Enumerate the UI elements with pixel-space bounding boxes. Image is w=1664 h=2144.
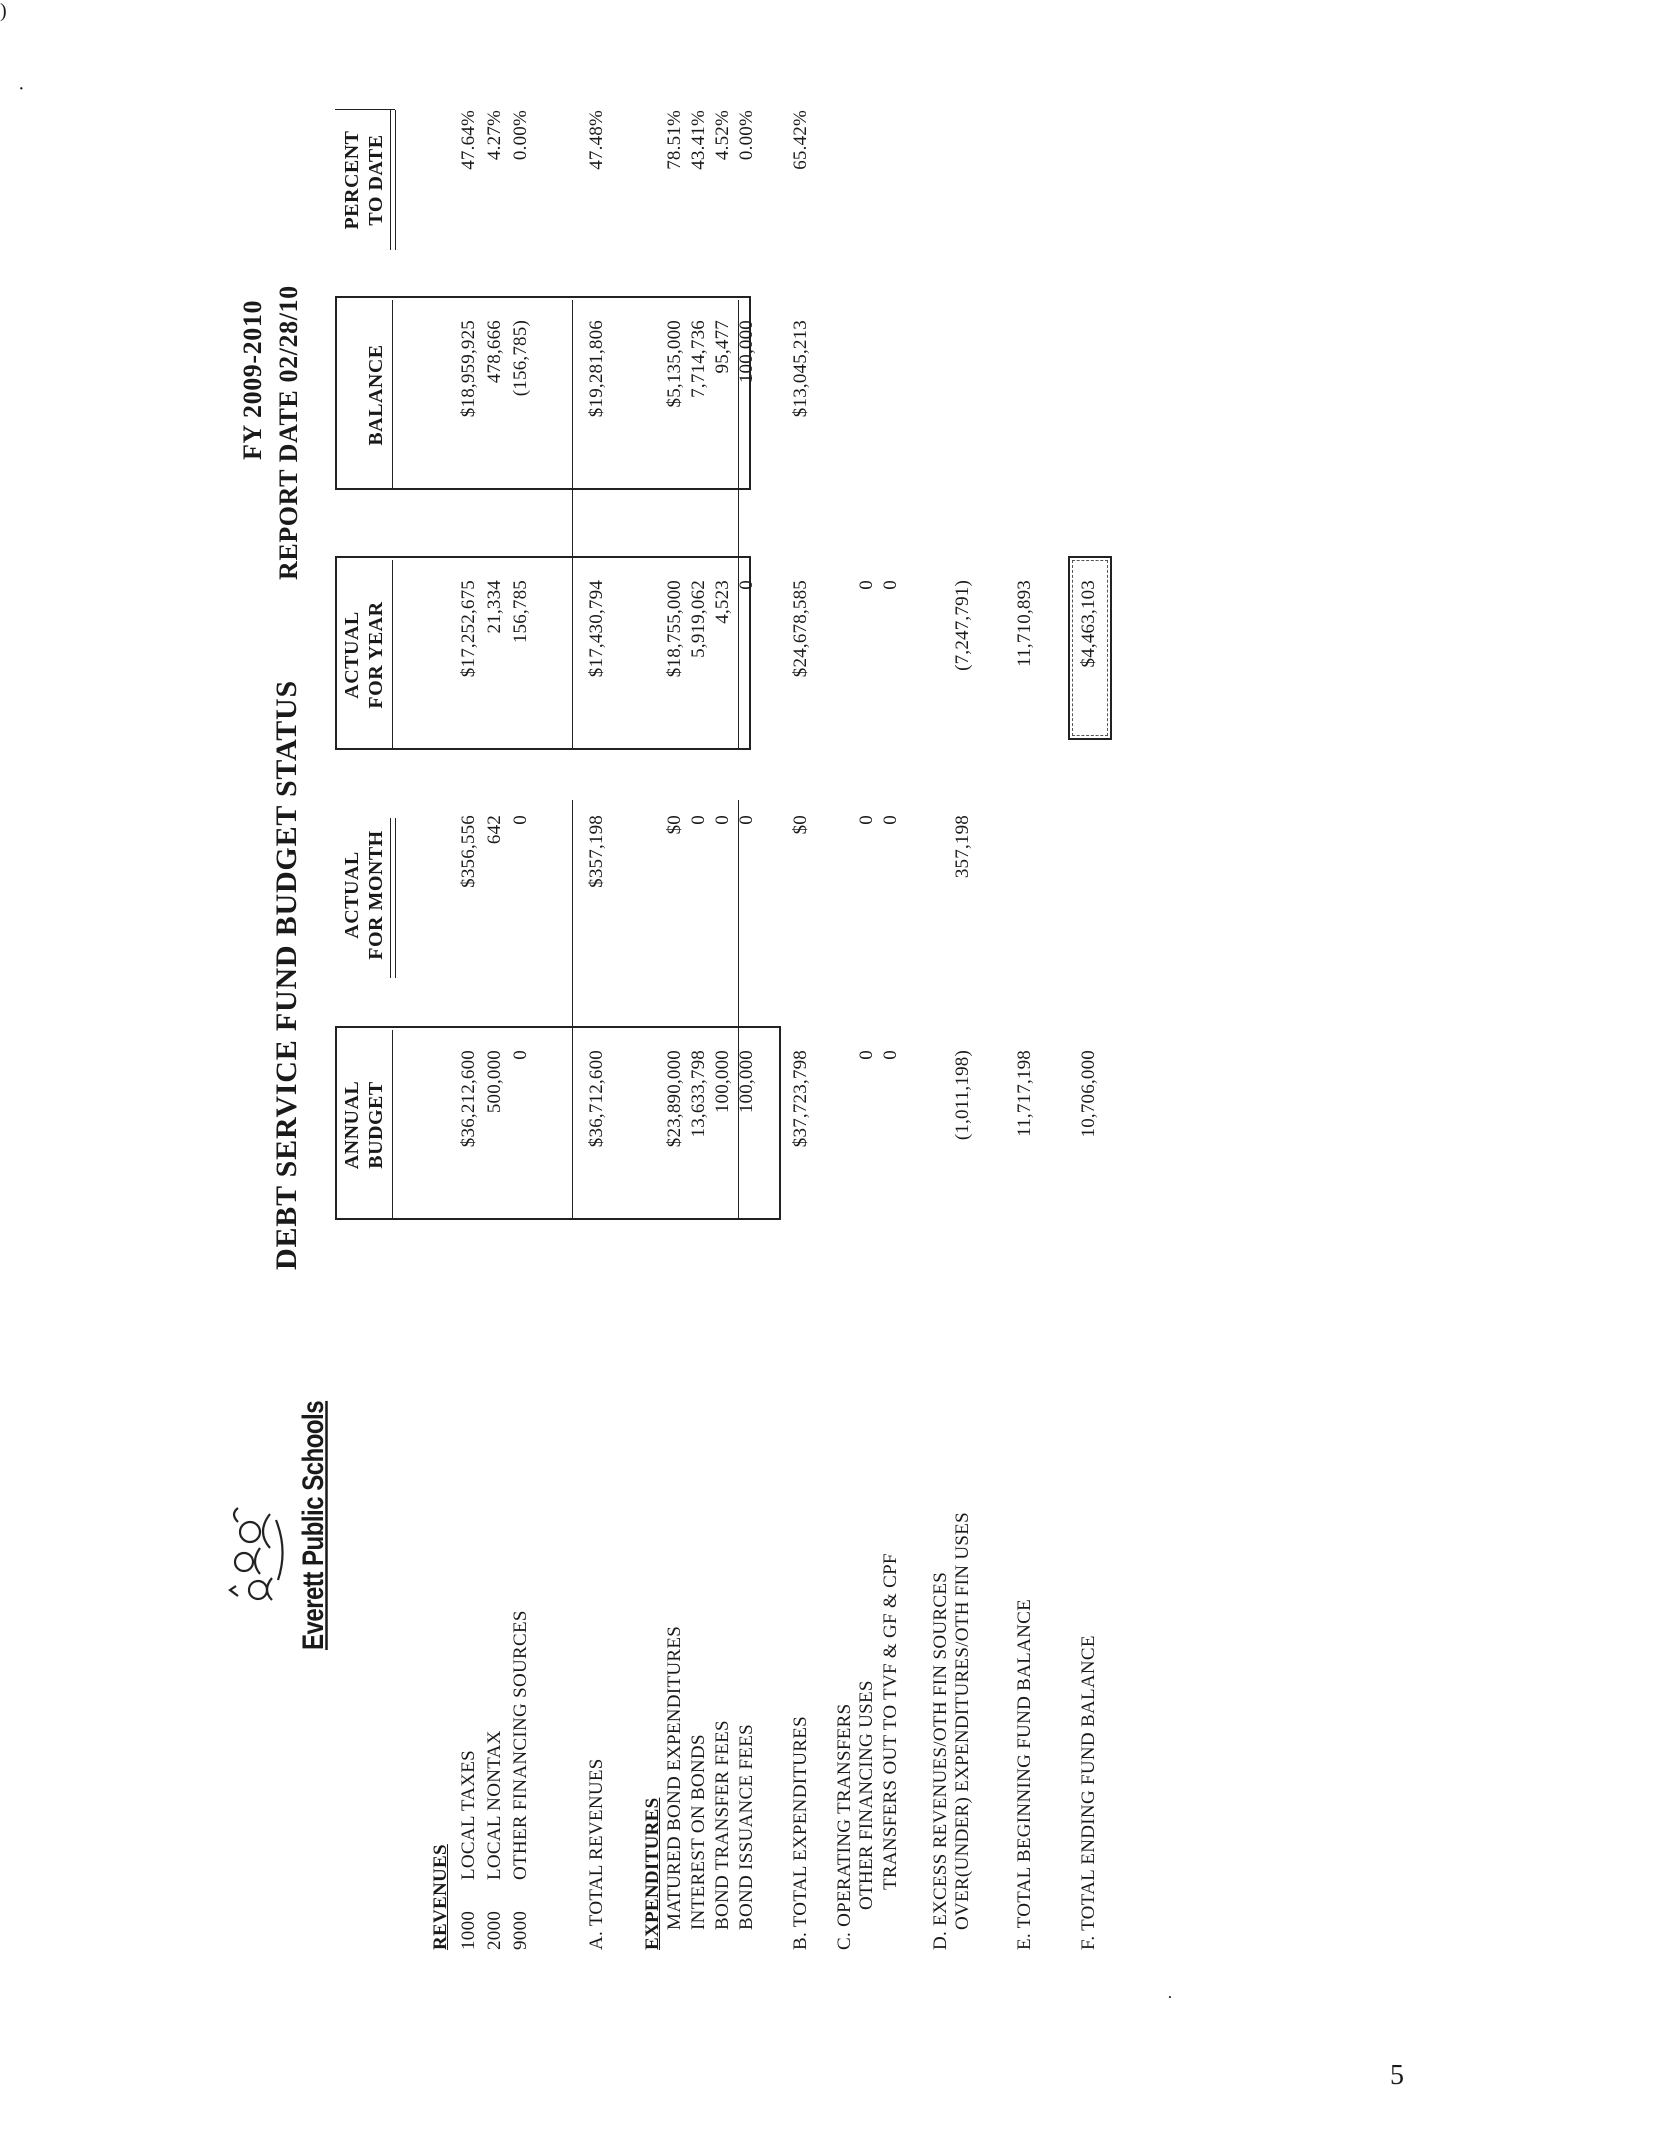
ending-balance-year: $4,463,103 xyxy=(1078,580,1099,668)
total-revenues-balance: $19,281,806 xyxy=(586,320,607,418)
excess-budget: (1,011,198) xyxy=(952,1050,973,1141)
expenditure-year: 0 xyxy=(736,580,757,590)
month-header-rule xyxy=(390,818,396,978)
total-expenditures-balance: $13,045,213 xyxy=(790,320,811,418)
org-name: Everett Public Schools xyxy=(296,1400,331,1650)
transfer-month: 0 xyxy=(880,815,901,825)
transfer-budget: 0 xyxy=(880,1050,901,1060)
excess-month: 357,198 xyxy=(952,815,973,879)
expenditure-year: $18,755,000 xyxy=(664,580,685,678)
expenditure-budget: $23,890,000 xyxy=(664,1050,685,1148)
expenditure-balance: 100,000 xyxy=(736,320,757,384)
revenue-percent: 4.27% xyxy=(484,110,505,161)
page-number: 5 xyxy=(1390,2060,1404,2091)
expenditure-label: MATURED BOND EXPENDITURES xyxy=(664,1625,685,1930)
excess-year: (7,247,791) xyxy=(952,580,973,671)
excess-label-line1: D. EXCESS REVENUES/OTH FIN SOURCES xyxy=(930,1571,951,1950)
expenditures-heading: EXPENDITURES xyxy=(642,1797,663,1950)
report-sheet xyxy=(150,20,1530,2040)
revenue-budget: 0 xyxy=(510,1050,531,1060)
revenue-code: 9000 xyxy=(510,1910,531,1950)
expenditure-budget: 100,000 xyxy=(712,1050,733,1114)
ending-balance-label: F. TOTAL ENDING FUND BALANCE xyxy=(1078,1635,1099,1950)
revenue-year: 156,785 xyxy=(510,580,531,644)
ending-balance-budget: 10,706,000 xyxy=(1078,1050,1099,1138)
expenditure-month: 0 xyxy=(712,815,733,825)
revenue-budget: $36,212,600 xyxy=(458,1050,479,1148)
expenditure-year: 4,523 xyxy=(712,580,733,624)
beginning-balance-year: 11,710,893 xyxy=(1014,580,1035,667)
expenditure-month: 0 xyxy=(736,815,757,825)
report-date: REPORT DATE 02/28/10 xyxy=(274,285,303,580)
expenditure-balance: $5,135,000 xyxy=(664,320,685,408)
revenue-code: 2000 xyxy=(484,1910,505,1950)
header-annual-budget: ANNUAL BUDGET xyxy=(341,1080,387,1170)
revenue-percent: 47.64% xyxy=(458,110,479,170)
total-revenues-year: $17,430,794 xyxy=(586,580,607,678)
revenue-month: 642 xyxy=(484,815,505,845)
expenditure-month: $0 xyxy=(664,815,685,835)
expenditure-balance: 95,477 xyxy=(712,320,733,374)
revenue-balance: $18,959,925 xyxy=(458,320,479,418)
revenue-year: 21,334 xyxy=(484,580,505,634)
total-expenditures-percent: 65.42% xyxy=(790,110,811,170)
total-expenditures-year: $24,678,585 xyxy=(790,580,811,678)
expenditure-budget: 100,000 xyxy=(736,1050,757,1114)
transfer-budget: 0 xyxy=(856,1050,877,1060)
revenue-code: 1000 xyxy=(458,1910,479,1950)
page-title: DEBT SERVICE FUND BUDGET STATUS xyxy=(270,679,303,1270)
revenue-label: LOCAL TAXES xyxy=(458,1749,479,1880)
beginning-balance-budget: 11,717,198 xyxy=(1014,1050,1035,1137)
revenue-subtotal-rule xyxy=(572,800,573,1220)
transfer-label: OTHER FINANCING USES xyxy=(856,1680,877,1910)
total-revenues-percent: 47.48% xyxy=(586,110,607,170)
header-actual-year: ACTUAL FOR YEAR xyxy=(341,601,387,709)
year-header-rule xyxy=(392,560,393,748)
revenue-month: $356,556 xyxy=(458,815,479,888)
school-children-logo-icon xyxy=(220,1500,290,1610)
total-revenues-month: $357,198 xyxy=(586,815,607,888)
total-expenditures-label: B. TOTAL EXPENDITURES xyxy=(790,1715,811,1950)
percent-header-rule xyxy=(390,110,396,250)
excess-label-line2: OVER(UNDER) EXPENDITURES/OTH FIN USES xyxy=(952,1511,973,1930)
expenditure-percent: 4.52% xyxy=(712,110,733,161)
header-percent: PERCENT TO DATE xyxy=(341,130,387,230)
revenue-balance: (156,785) xyxy=(510,320,531,397)
header-actual-month: ACTUAL FOR MONTH xyxy=(341,830,387,960)
operating-transfers-heading: C. OPERATING TRANSFERS xyxy=(834,1703,855,1950)
revenues-heading: REVENUES xyxy=(430,1844,451,1950)
revenue-subtotal-rule-right xyxy=(572,300,573,750)
budget-header-rule xyxy=(392,1030,393,1218)
stray-dot: · xyxy=(1160,1994,1180,2000)
beginning-balance-label: E. TOTAL BEGINNING FUND BALANCE xyxy=(1014,1599,1035,1950)
revenue-year: $17,252,675 xyxy=(458,580,479,678)
total-revenues-budget: $36,712,600 xyxy=(586,1050,607,1148)
expenditure-budget: 13,633,798 xyxy=(688,1050,709,1138)
expenditure-percent: 78.51% xyxy=(664,110,685,170)
revenue-budget: 500,000 xyxy=(484,1050,505,1114)
expenditure-year: 5,919,062 xyxy=(688,580,709,658)
expenditure-month: 0 xyxy=(688,815,709,825)
expenditure-balance: 7,714,736 xyxy=(688,320,709,398)
revenue-month: 0 xyxy=(510,815,531,825)
total-revenues-label: A. TOTAL REVENUES xyxy=(586,1758,607,1950)
expenditure-percent: 0.00% xyxy=(736,110,757,161)
revenue-percent: 0.00% xyxy=(510,110,531,161)
stray-mark: ) xyxy=(0,0,7,22)
revenue-balance: 478,666 xyxy=(484,320,505,384)
header-balance: BALANCE xyxy=(365,344,387,446)
revenue-label: OTHER FINANCING SOURCES xyxy=(510,1610,531,1880)
transfer-year: 0 xyxy=(856,580,877,590)
expenditure-label: INTEREST ON BONDS xyxy=(688,1734,709,1930)
expenditure-label: BOND TRANSFER FEES xyxy=(712,1720,733,1930)
percent-edge-rule xyxy=(335,109,395,110)
balance-header-rule xyxy=(392,300,393,488)
total-expenditures-month: $0 xyxy=(790,815,811,835)
transfer-year: 0 xyxy=(880,580,901,590)
total-expenditures-budget: $37,723,798 xyxy=(790,1050,811,1148)
revenue-label: LOCAL NONTAX xyxy=(484,1730,505,1880)
transfer-month: 0 xyxy=(856,815,877,825)
fiscal-year: FY 2009-2010 xyxy=(238,299,267,460)
expenditure-label: BOND ISSUANCE FEES xyxy=(736,1724,757,1930)
expenditure-percent: 43.41% xyxy=(688,110,709,170)
stray-dot: · xyxy=(18,78,25,100)
transfer-label: TRANSFERS OUT TO TVF & GF & CPF xyxy=(880,1553,901,1890)
